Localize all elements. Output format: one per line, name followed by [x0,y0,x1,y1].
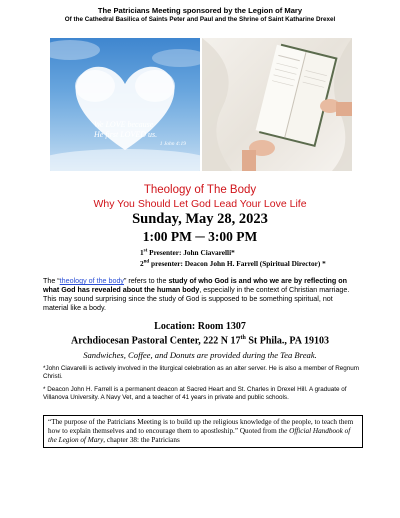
open-book-image [202,38,352,171]
description-lead: The “ [43,277,60,285]
location-address [0,335,400,346]
presenter-note-2: * Deacon John H. Farrell is a permanent deacon at Sacred Heart and St. Charles in Drexel Hill. A graduate of Villanova University. A Navy Vet, and a teacher of 41 years in private and public schools. [43,386,347,401]
presenter-1-ordinal: 1 [140,248,144,257]
presenter-1-label: Presenter: John Ciavarelli* [147,248,235,257]
event-time: 1:00 PM ─ 3:00 PM [142,229,258,244]
presenter-2-label: presenter: Deacon John H. Farrell (Spiritual Director) * [149,259,326,268]
description-mid: ” refers to the [124,277,169,285]
address-pre: Archdiocesan Pastoral Center, 222 N 17 [71,335,241,347]
refreshments-note: Sandwiches, Coffee, and Donuts are provided during the Tea Break. [83,350,317,360]
event-subtitle: Why You Should Let God Lead Your Love Life [93,198,307,210]
verse-line-1: We LOVE because [94,120,154,129]
verse-text [94,120,186,148]
presenter-1-suffix: st [143,248,148,254]
presenter-1 [140,248,235,257]
presenter-2 [140,259,326,268]
purpose-quote-box [43,415,363,448]
open-book-icon [202,38,352,171]
verse-reference: 1 John 4:19 [159,141,186,147]
presenter-2-ordinal: 2 [140,259,144,268]
description-paragraph [43,277,359,313]
address-sup: th [240,335,246,341]
theology-of-the-body-link[interactable]: theology of the body [59,277,124,285]
description-bold: study of who God is and who we are by reflecting on what God has revealed about the human body [43,277,347,294]
heart-cloud-icon [50,38,200,171]
verse-line-2: He first LOVED us. [94,130,158,139]
address-post: St Phila., PA 19103 [245,335,329,347]
quote-source: the Official Handbook of the Legion of Mary [48,427,351,444]
event-title: Theology of The Body [143,184,257,196]
quote-tail: , chapter 38: the Patricians [103,436,180,444]
event-date: Sunday, May 28, 2023 [132,211,268,227]
heart-cloud-image [50,38,200,171]
presenter-note-1: *John Ciavarelli is actively involved in the liturgical celebration as an alter server. He is also a member of Regnum Christi. [43,365,360,380]
presenter-2-suffix: nd [143,259,150,265]
quote-text: “The purpose of the Patricians Meeting is to build up the religious knowledge of the people, to teach them how to explain themselves and to encourage them to apostleship.” Quoted from [48,418,354,435]
header-title: The Patricians Meeting sponsored by the Legion of Mary [97,6,303,15]
description-rest: , especially in the context of Christian marriage. This may sound surprising since the study of God is supposed to be something spiritual, not material like a body. [43,286,350,312]
location-room: Location: Room 1307 [154,321,246,332]
header-subtitle: Of the Cathedral Basilica of Saints Peter and Paul and the Shrine of Saint Katharine Drexel [64,16,336,23]
